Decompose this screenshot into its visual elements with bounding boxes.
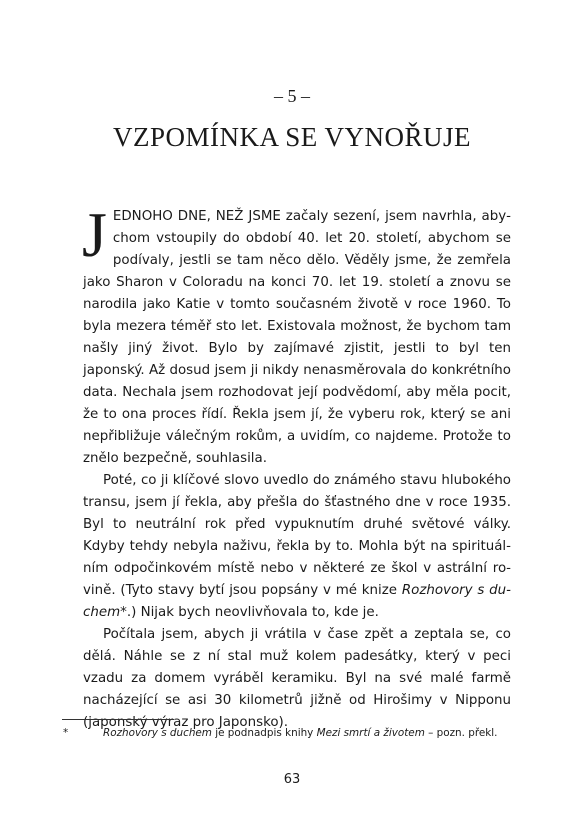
footnote-italic-1: Rozhovory s duchem — [103, 727, 212, 739]
footnote-mark: * — [63, 727, 69, 739]
drop-cap: J — [82, 199, 107, 270]
body-text — [82, 199, 512, 734]
opening-caps: EDNOHO DNE, NEŽ JSME — [112, 209, 281, 224]
footnote — [63, 726, 523, 740]
paragraph-2-text-a: Poté, co ji klíčové slovo uvedlo do známého stavu hlubokého transu, jsem jí řekla, aby přešla do šťastného dne v roce 1935. Byl to neutrální rok před vypuknutím druhé světové války. Kdyby tehdy nebyla naživu, řekla by to. Mohla být na spirituálním odpočinkovém místě nebo v některé ze škol v astrální rovině. (Tyto stavy bytí jsou popsány v mé knize — [83, 473, 511, 598]
page-number: 63 — [283, 772, 301, 787]
chapter-number: – 5 – — [274, 86, 310, 106]
footnote-text-2: – pozn. překl. — [424, 727, 498, 739]
footnote-text-1: je podnadpis knihy — [211, 727, 317, 739]
paragraph-2-text-b: *.) Nijak bych neovlivňovala to, kde je. — [120, 605, 379, 620]
footnote-italic-2: Mezi smrtí a životem — [316, 727, 425, 739]
paragraph-3: Počítala jsem, abych ji vrátila v čase zpět a zeptala se, co dělá. Náhle se z ní stal muž kolem padesátky, který v peci vzadu za domem vyráběl keramiku. Byl na své malé farmě nacházející se asi 30 kilometrů jižně od Hirošimy v Nipponu (japonský výraz pro Japonsko). — [83, 627, 511, 730]
paragraph-1 — [82, 199, 512, 470]
paragraph-1-text: začaly sezení, jsem navrhla, abychom vstoupily do období 40. let 20. století, abychom se podívaly, jestli se tam něco dělo. Věděly jsme, že zemřela jako Sharon v Coloradu na konci 70. let 19. století a znovu se narodila jako Katie v tomto současném životě v roce 1960. To byla mezera téměř sto let. Existovala možnost, že bychom tam našly jiný život. Bylo by zajímavé zjistit, jestli to byl ten japonský. Až dosud jsem ji nikdy nenasměrovala do konkrétního data. Nechala jsem rozhodovat její podvědomí, aby měla pocit, že to ona proces řídí. Řekla jsem jí, že vyberu rok, který se ani nepřibližuje válečným rokům, a uvidím, co najdeme. Protože to znělo bezpečně, souhlasila. — [83, 209, 512, 466]
book-title-italic: Rozhovory s duchem — [83, 583, 511, 620]
footnote-divider — [62, 719, 174, 720]
chapter-title: VZPOMÍNKA SE VYNOŘUJE — [112, 122, 472, 152]
paragraph-2 — [83, 470, 511, 624]
